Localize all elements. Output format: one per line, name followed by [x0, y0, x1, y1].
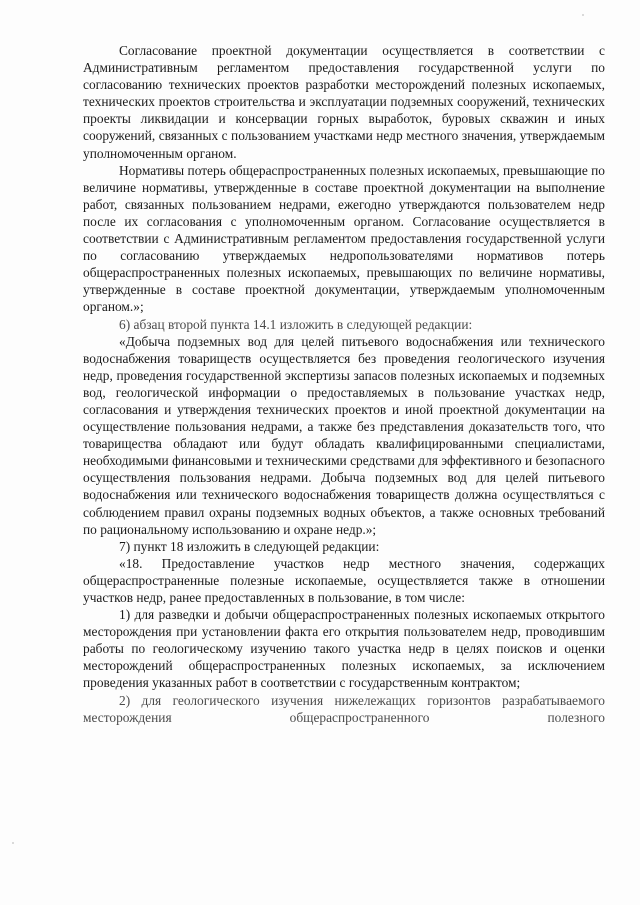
paragraph-approval-procedure: Согласование проектной документации осуществляется в соответствии с Административным регламентом предоставления государственной услуги по согласованию технических проектов разработки месторождений полезных ископаемых, технических проектов строительства и эксплуатации подземных сооружений, технических проекты ликвидации и консервации горных выработок, буровых скважин и иных сооружений, связанных с пользованием участками недр местного значения, утверждаемым уполномоченным органом. — [83, 43, 605, 161]
paragraph-amendment-6: 6) абзац второй пункта 14.1 изложить в следующей редакции: — [119, 316, 473, 332]
paragraph-item-18: «18. Предоставление участков недр местного значения, содержащих общераспространенные полезные ископаемые, осуществляется также в отношении участков недр, ранее предоставленных в пользование, в том числе: — [83, 555, 605, 605]
paragraph-amendment-7: 7) пункт 18 изложить в следующей редакции: — [119, 538, 380, 554]
scan-artifact-dot — [12, 842, 14, 844]
paragraph-subitem-2: 2) для геологического изучения нижележащих горизонтов разрабатываемого месторождения общераспространенного полезного — [83, 692, 605, 725]
scan-artifact-dot — [582, 14, 584, 16]
paragraph-loss-norms: Нормативы потерь общераспространенных полезных ископаемых, превышающие по величине нормативы, утвержденные в составе проектной документации на выполнение работ, связанных пользованием недрами, ежегодно утверждаются пользователем недр после их согласования с уполномоченным органом. Согласование осуществляется в соответствии с Административным регламентом предоставления государственной услуги по согласованию утверждаемых недропользователями нормативов потерь общераспространенных полезных ископаемых, превышающих по величине нормативы, утвержденные в составе проектной документации, утверждаемым уполномоченным органом.»; — [83, 162, 605, 315]
paragraph-subitem-1: 1) для разведки и добычи общераспространенных полезных ископаемых открытого месторождения при установлении факта его открытия пользователем недр, проводившим работы по геологическому изучению такого участка недр в целях поисков и оценки месторождений общераспространенных полезных ископаемых, за исключением проведения указанных работ в соответствии с государственным контрактом; — [83, 607, 605, 691]
document-body — [83, 42, 605, 726]
paragraph-groundwater-extraction: «Добыча подземных вод для целей питьевого водоснабжения или технического водоснабжения товариществ осуществляется без проведения геологического изучения недр, проведения государственной экспертизы запасов полезных ископаемых и подземных вод, геологической информации о предоставляемых в пользование участках недр, согласования и утверждения технических проектов и иной проектной документации на осуществление пользования недрами, а также без представления доказательств того, что товарищества обладают или будут обладать квалифицированными специалистами, необходимыми финансовыми и техническими средствами для эффективного и безопасного осуществления пользования недрами. Добыча подземных вод для целей питьевого водоснабжения или технического водоснабжения товариществ должна осуществляться с соблюдением правил охраны подземных водных объектов, а также основных требований по рациональному использованию и охране недр.»; — [83, 333, 605, 537]
